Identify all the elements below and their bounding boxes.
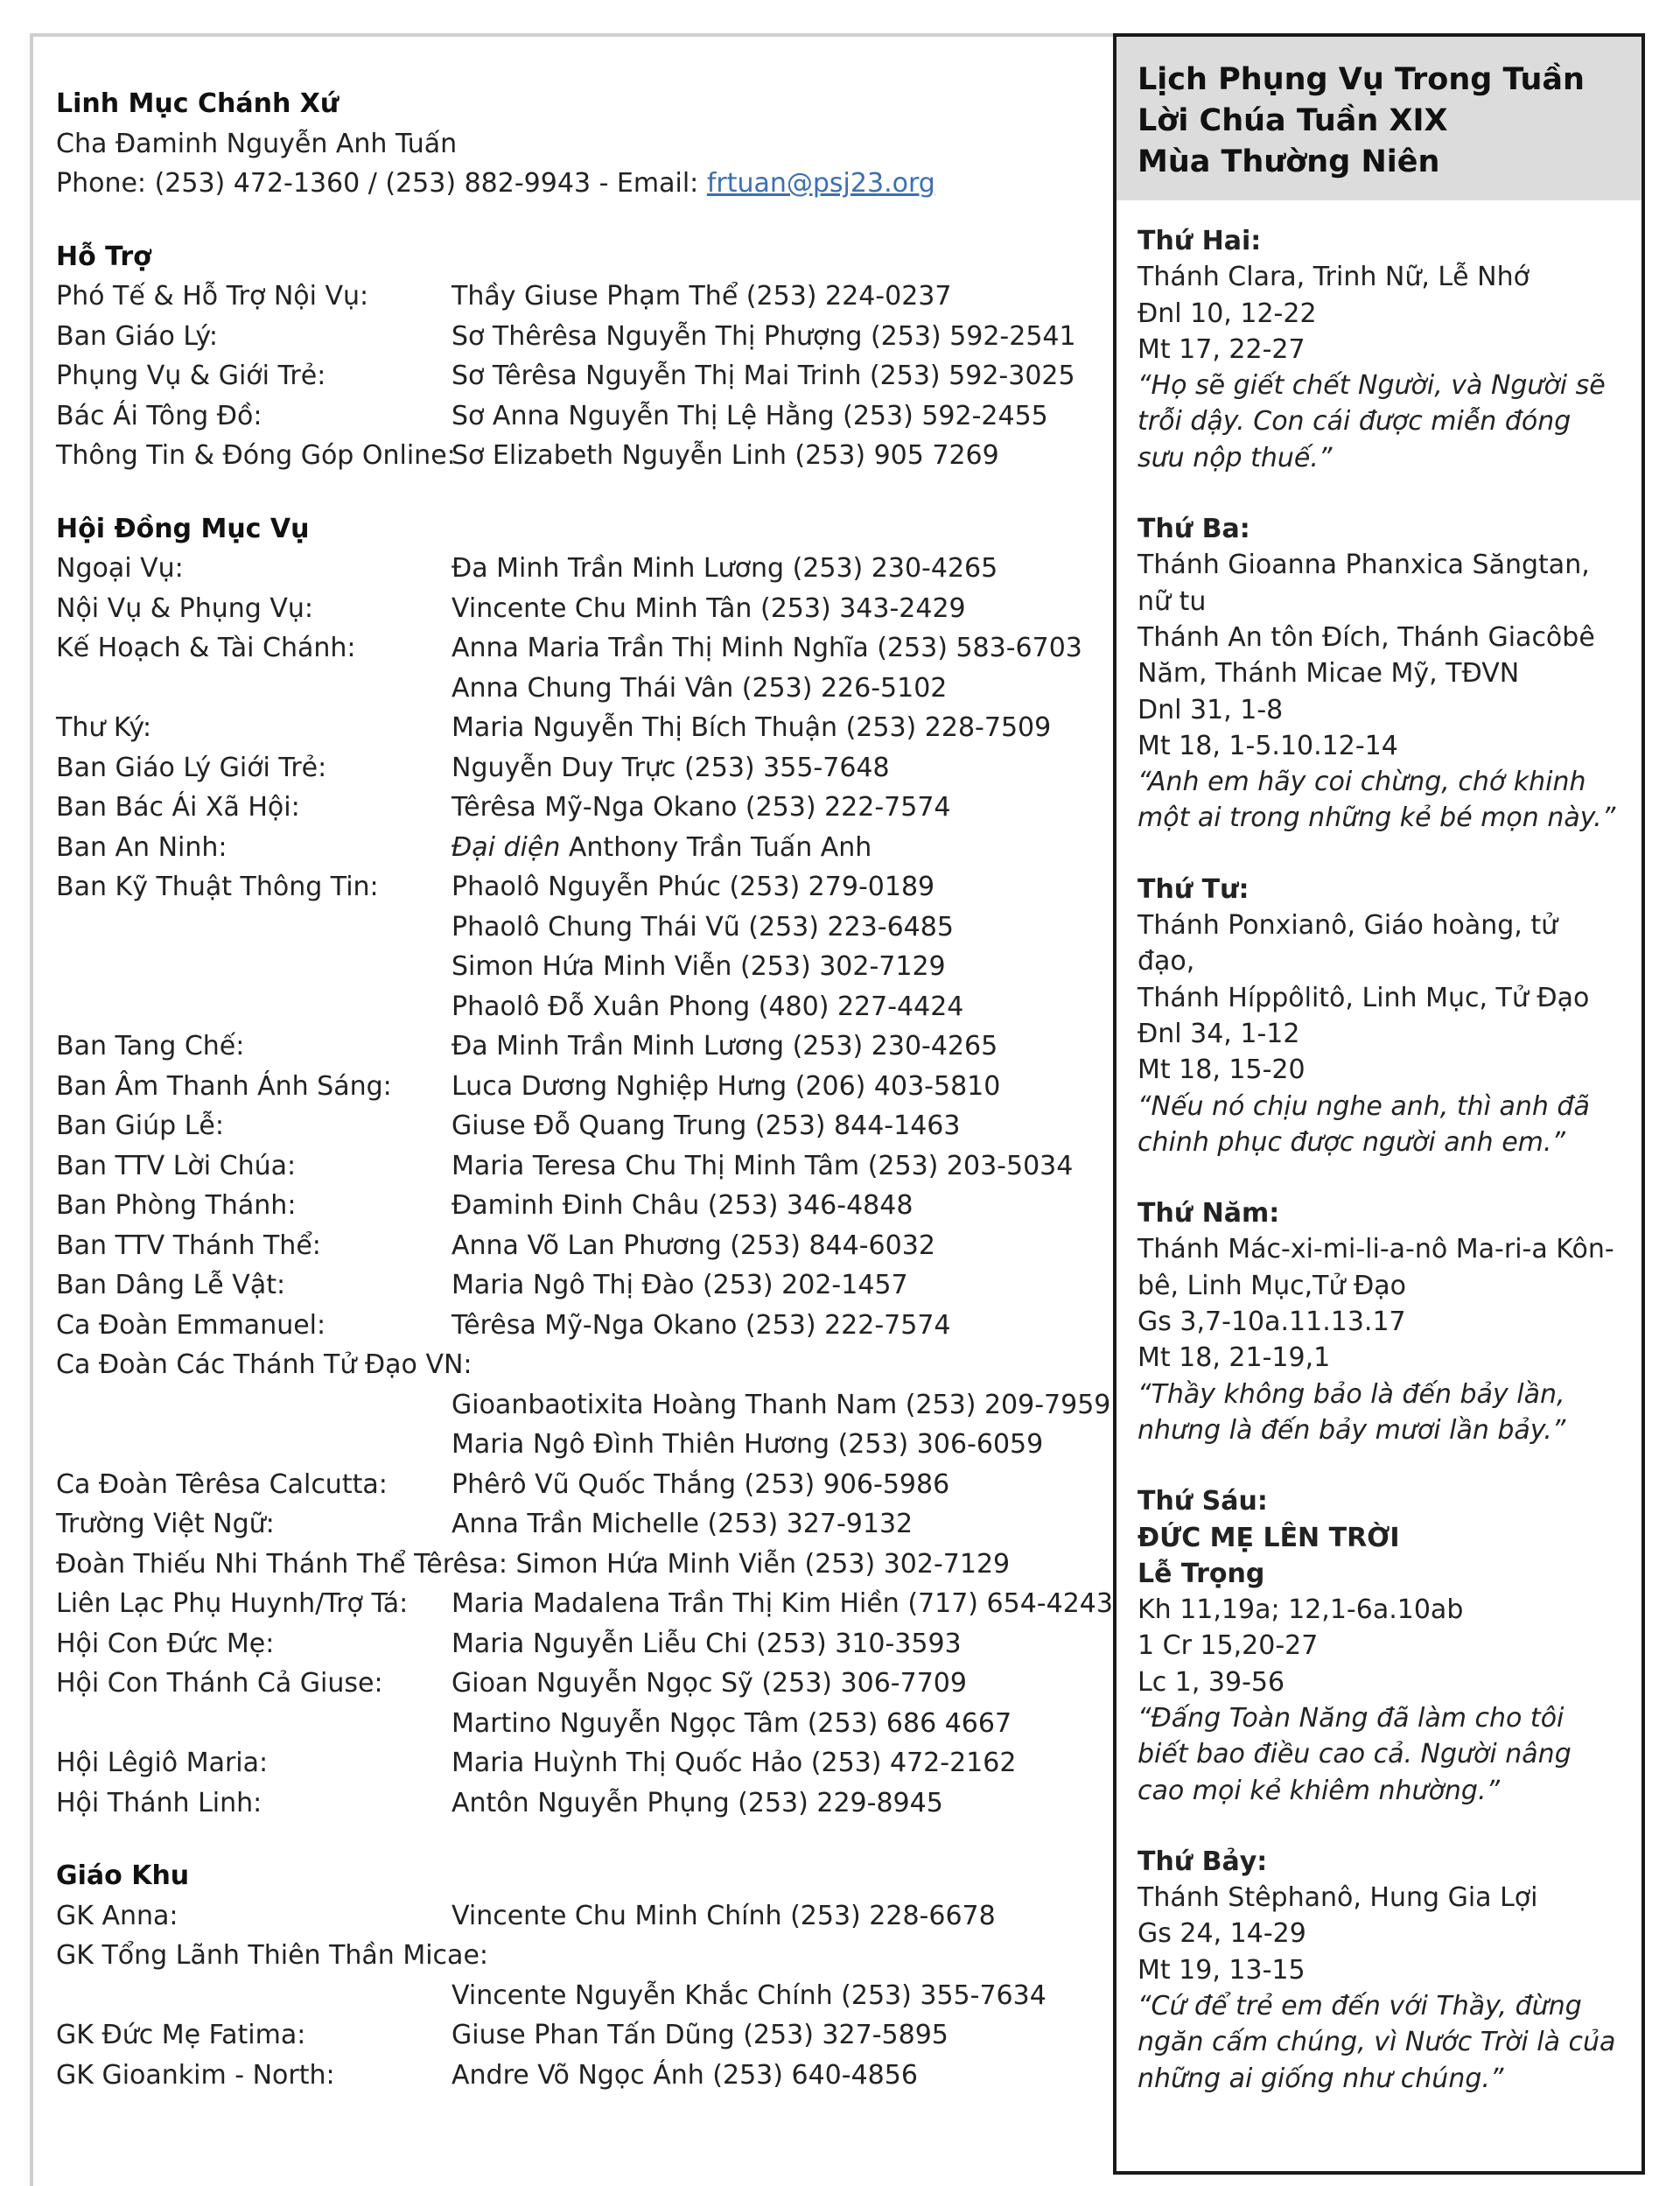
council-row-label: Hội Con Đức Mẹ: (56, 1628, 275, 1659)
district-row-label: GK Gioankim - North: (56, 2059, 335, 2091)
day-name: Thứ Bảy: (1138, 1846, 1268, 1877)
support-row-value: Thầy Giuse Phạm Thể (253) 224-0237 (452, 281, 952, 312)
reading-line: Gs 3,7-10a.11.13.17 (1138, 1307, 1406, 1338)
gospel-quote: “Họ sẽ giết chết Người, và Người sẽ trỗi dậy. Con cái được miễn đóng sưu nộp thuế.” (1138, 370, 1606, 473)
council-row-label: Hội Con Thánh Cả Giuse: (56, 1668, 383, 1699)
gospel-quote: “Anh em hãy coi chừng, chớ khinh một ai trong những kẻ bé mọn này.” (1138, 767, 1616, 834)
council-row-value: Luca Dương Nghiệp Hưng (206) 403-5810 (452, 1070, 1001, 1102)
district-row (56, 2056, 1115, 2096)
support-row (56, 277, 1115, 317)
council-row (56, 1743, 1115, 1783)
council-row-value: Antôn Nguyễn Phụng (253) 229-8945 (452, 1787, 943, 1818)
council-list-3 (56, 1584, 1115, 1823)
choir-vn-label: Ca Đoàn Các Thánh Tử Đạo VN: (56, 1349, 472, 1380)
council-row-label: Nội Vụ & Phụng Vụ: (56, 592, 314, 624)
pastor-email-link[interactable]: frtuan@psj23.org (706, 168, 935, 199)
council-row-label: Ban TTV Lời Chúa: (56, 1150, 297, 1181)
liturgy-header (1116, 37, 1642, 200)
reading-line: Mt 19, 13-15 (1138, 1954, 1306, 1986)
council-row-value: Đaminh Đinh Châu (253) 346-4848 (452, 1190, 914, 1221)
council-row-label: Liên Lạc Phụ Huynh/Trợ Tá: (56, 1588, 409, 1619)
day-name: Thứ Sáu: (1138, 1486, 1268, 1517)
council-list-2 (56, 1465, 1115, 1545)
council-row-label: Ca Đoàn Têrêsa Calcutta: (56, 1468, 388, 1500)
council-row-label: Thư Ký: (56, 712, 152, 743)
district-micae-label: GK Tổng Lãnh Thiên Thần Micae: (56, 1940, 489, 1971)
council-row-value: Vincente Chu Minh Tân (253) 343-2429 (452, 592, 966, 624)
council-row (56, 947, 1115, 987)
reading-line: Đnl 10, 12-22 (1138, 298, 1317, 329)
reading-line: Lc 1, 39-56 (1138, 1666, 1285, 1698)
liturgy-day (1138, 1483, 1620, 1809)
council-row (56, 708, 1115, 748)
council-row-value: Đa Minh Trần Minh Lương (253) 230-4265 (452, 553, 998, 584)
support-row (56, 396, 1115, 437)
reading-line: Gs 24, 14-29 (1138, 1918, 1306, 1950)
liturgy-day (1138, 872, 1620, 1160)
choir-vn-member: Maria Ngô Đình Thiên Hương (253) 306-6059 (452, 1429, 1044, 1460)
council-row-value: Têrêsa Mỹ-Nga Okano (253) 222-7574 (452, 1309, 951, 1341)
feast-title: ĐỨC MẸ LÊN TRỜI (1138, 1522, 1400, 1553)
council-row-label: Ban Âm Thanh Ánh Sáng: (56, 1070, 392, 1102)
district-label: GK Anna: (56, 1900, 178, 1931)
liturgy-day (1138, 1844, 1620, 2097)
council-row-name: Anthony Trần Tuấn Anh (560, 831, 872, 863)
pastor-phone: Phone: (253) 472-1360 / (253) 882-9943 - Email: (56, 168, 707, 199)
day-name: Thứ Hai: (1138, 226, 1262, 256)
reading-line: Đnl 34, 1-12 (1138, 1018, 1300, 1049)
districts-heading: Giáo Khu (56, 1860, 190, 1891)
reading-line: Thánh Gioanna Phanxica Săngtan, nữ tu (1138, 550, 1590, 617)
council-row-label: Ban Dâng Lễ Vật: (56, 1270, 286, 1300)
reading-line: Mt 17, 22-27 (1138, 333, 1306, 365)
council-row-value: Maria Madalena Trần Thị Kim Hiền (717) 654-4243 (452, 1588, 1113, 1619)
council-row (56, 1146, 1115, 1187)
district-micae-value: Vincente Nguyễn Khắc Chính (253) 355-7634 (452, 1979, 1046, 2011)
council-row (56, 828, 1115, 868)
day-name: Thứ Ba: (1138, 514, 1250, 545)
council-row-value: Maria Teresa Chu Thị Minh Tâm (253) 203-5034 (452, 1150, 1074, 1181)
council-row-value: Maria Ngô Thị Đào (253) 202-1457 (452, 1270, 908, 1300)
council-list (56, 549, 1115, 1345)
council-row-label: Ban TTV Thánh Thể: (56, 1230, 321, 1261)
council-row-label: Ca Đoàn Emmanuel: (56, 1309, 326, 1341)
council-row (56, 907, 1115, 948)
council-row (56, 549, 1115, 589)
pastor-name: Cha Đaminh Nguyễn Anh Tuấn (56, 128, 458, 159)
district-row-label: GK Đức Mẹ Fatima: (56, 2020, 306, 2050)
support-row-label: Phụng Vụ & Giới Trẻ: (56, 361, 326, 391)
support-row (56, 317, 1115, 357)
council-row (56, 788, 1115, 828)
gospel-quote: “Đấng Toàn Năng đã làm cho tôi biết bao điều cao cả. Người nâng cao mọi kẻ khiêm nhường.” (1138, 1702, 1572, 1806)
council-row-label: Hội Lêgiô Maria: (56, 1748, 269, 1778)
council-row-value: Maria Huỳnh Thị Quốc Hảo (253) 472-2162 (452, 1748, 1017, 1778)
feast-title: Lễ Trọng (1138, 1558, 1265, 1589)
council-row-label: Ban Giáo Lý Giới Trẻ: (56, 752, 327, 783)
council-row (56, 1664, 1115, 1704)
support-row-value: Sơ Têrêsa Nguyễn Thị Mai Trinh (253) 592-3025 (452, 361, 1075, 391)
reading-line: Mt 18, 1-5.10.12-14 (1138, 730, 1398, 761)
council-row-label: Ban Phòng Thánh: (56, 1190, 297, 1221)
support-row-label: Thông Tin & Đóng Góp Online: (56, 440, 456, 471)
support-heading: Hỗ Trợ (56, 241, 151, 272)
council-row-value: Phaolô Nguyễn Phúc (253) 279-0189 (452, 872, 935, 902)
council-row-value: Gioan Nguyễn Ngọc Sỹ (253) 306-7709 (452, 1668, 967, 1699)
council-row (56, 628, 1115, 669)
council-row (56, 987, 1115, 1027)
council-row-value: Anna Maria Trần Thị Minh Nghĩa (253) 583-6703 (452, 633, 1082, 663)
council-row-value: Phêrô Vũ Quốc Thắng (253) 906-5986 (452, 1468, 950, 1500)
choir-vn-member: Gioanbaotixita Hoàng Thanh Nam (253) 209-7959 (452, 1389, 1111, 1420)
council-row (56, 1584, 1115, 1624)
liturgy-title-line: Mùa Thường Niên (1138, 144, 1440, 179)
council-row (56, 1624, 1115, 1664)
council-row (56, 669, 1115, 709)
council-row-value: Simon Hứa Minh Viễn (253) 302-7129 (452, 951, 946, 982)
support-row (56, 436, 1115, 476)
reading-line: Thánh Clara, Trinh Nữ, Lễ Nhớ (1138, 262, 1530, 293)
gospel-quote: “Thầy không bảo là đến bảy lần, nhưng là đến bảy mươi lần bảy.” (1138, 1378, 1566, 1446)
council-row-value: Anna Trần Michelle (253) 327-9132 (452, 1509, 914, 1539)
reading-line: Thánh Híppôlitô, Linh Mục, Tử Đạo (1138, 982, 1590, 1013)
reading-line: Thánh Ponxianô, Giáo hoàng, tử đạo, (1138, 910, 1558, 977)
council-row-value: Têrêsa Mỹ-Nga Okano (253) 222-7574 (452, 792, 951, 823)
council-row-value: Phaolô Chung Thái Vũ (253) 223-6485 (452, 911, 954, 942)
council-row (56, 1026, 1115, 1067)
council-row-value: Phaolô Đỗ Xuân Phong (480) 227-4424 (452, 991, 964, 1022)
reading-line: 1 Cr 15,20-27 (1138, 1630, 1319, 1662)
gospel-quote: “Cứ để trẻ em đến với Thầy, đừng ngăn cấm chúng, vì Nước Trời là của những ai giống như chúng.” (1138, 1991, 1616, 2094)
council-row (56, 1226, 1115, 1266)
council-heading: Hội Đồng Mục Vụ (56, 513, 310, 544)
pastor-heading: Linh Mục Chánh Xứ (56, 88, 340, 119)
council-row-label: Ban Kỹ Thuật Thông Tin: (56, 872, 379, 902)
council-row-value: Đa Minh Trần Minh Lương (253) 230-4265 (452, 1031, 998, 1061)
support-row-label: Phó Tế & Hỗ Trợ Nội Vụ: (56, 281, 369, 312)
council-row-value: Giuse Đỗ Quang Trung (253) 844-1463 (452, 1111, 961, 1141)
representative-note: Đại diện (452, 831, 561, 863)
council-row-label: Ban An Ninh: (56, 831, 228, 863)
support-list (56, 277, 1115, 476)
support-row-value: Sơ Thêrêsa Nguyễn Thị Phượng (253) 592-2541 (452, 320, 1076, 352)
council-row (56, 748, 1115, 788)
council-row-label: Ban Tang Chế: (56, 1031, 245, 1061)
reading-line: Thánh An tôn Đích, Thánh Giacôbê Năm, Thánh Micae Mỹ, TĐVN (1138, 621, 1595, 690)
council-row (56, 1067, 1115, 1107)
liturgy-day (1138, 223, 1620, 476)
council-row-label: Ban Bác Ái Xã Hội: (56, 792, 300, 823)
day-name: Thứ Tư: (1138, 873, 1250, 905)
liturgy-title-line: Lịch Phụng Vụ Trong Tuần (1138, 62, 1585, 97)
district-list (56, 2015, 1115, 2095)
support-row-value: Sơ Anna Nguyễn Thị Lệ Hằng (253) 592-2455 (452, 400, 1048, 431)
reading-line: Dnl 31, 1-8 (1138, 694, 1284, 725)
support-row-label: Bác Ái Tông Đồ: (56, 400, 262, 431)
support-row-value: Sơ Elizabeth Nguyễn Linh (253) 905 7269 (452, 440, 999, 471)
council-row-value: Maria Nguyễn Liễu Chi (253) 310-3593 (452, 1628, 962, 1659)
district-row-value: Andre Võ Ngọc Ánh (253) 640-4856 (452, 2059, 918, 2091)
council-row-label: Hội Thánh Linh: (56, 1787, 262, 1818)
pastor-contact (56, 164, 1115, 204)
reading-line: Thánh Stêphanô, Hung Gia Lợi (1138, 1882, 1538, 1914)
reading-line: Mt 18, 15-20 (1138, 1054, 1306, 1086)
council-row-label: Trường Việt Ngữ: (56, 1509, 275, 1539)
council-row (56, 1504, 1115, 1545)
reading-line: Mt 18, 21-19,1 (1138, 1342, 1331, 1374)
liturgy-day (1138, 511, 1620, 837)
liturgy-days (1116, 200, 1642, 2097)
council-row (56, 1704, 1115, 1744)
reading-line: Kh 11,19a; 12,1-6a.10ab (1138, 1594, 1464, 1626)
council-row-value: Nguyễn Duy Trực (253) 355-7648 (452, 752, 890, 783)
council-row (56, 1306, 1115, 1346)
council-row (56, 1265, 1115, 1306)
gospel-quote: “Nếu nó chịu nghe anh, thì anh đã chinh phục được người anh em.” (1138, 1090, 1590, 1158)
district-row (56, 2015, 1115, 2056)
council-row (56, 1106, 1115, 1146)
council-row-value: Anna Võ Lan Phương (253) 844-6032 (452, 1230, 935, 1261)
council-row-value: Anna Chung Thái Vân (253) 226-5102 (452, 672, 948, 704)
support-row-label: Ban Giáo Lý: (56, 320, 219, 352)
council-row-value: Maria Nguyễn Thị Bích Thuận (253) 228-7509 (452, 712, 1052, 743)
council-row-label: Ban Giúp Lễ: (56, 1111, 224, 1141)
reading-line: Thánh Mác-xi-mi-li-a-nô Ma-ri-a Kôn-bê, Linh Mục,Tử Đạo (1138, 1234, 1614, 1301)
council-row-value (452, 828, 1115, 868)
youth-line: Đoàn Thiếu Nhi Thánh Thể Têrêsa: Simon Hứa Minh Viễn (253) 302-7129 (56, 1548, 1011, 1580)
council-row (56, 867, 1115, 907)
council-row-value: Martino Nguyễn Ngọc Tâm (253) 686 4667 (452, 1707, 1012, 1739)
council-row (56, 1186, 1115, 1226)
directory-column (56, 84, 1115, 2095)
district-row (56, 1896, 1115, 1937)
council-row (56, 1783, 1115, 1824)
district-value: Vincente Chu Minh Chính (253) 228-6678 (452, 1900, 996, 1931)
day-name: Thứ Năm: (1138, 1198, 1280, 1230)
council-row (56, 1465, 1115, 1505)
liturgy-calendar-box (1113, 33, 1645, 2175)
council-row (56, 589, 1115, 629)
support-row (56, 356, 1115, 396)
council-row-label: Ngoại Vụ: (56, 553, 184, 584)
liturgy-day (1138, 1195, 1620, 1448)
liturgy-title-line: Lời Chúa Tuần XIX (1138, 103, 1448, 138)
district-row-value: Giuse Phan Tấn Dũng (253) 327-5895 (452, 2020, 948, 2050)
council-row-label: Kế Hoạch & Tài Chánh: (56, 633, 356, 663)
